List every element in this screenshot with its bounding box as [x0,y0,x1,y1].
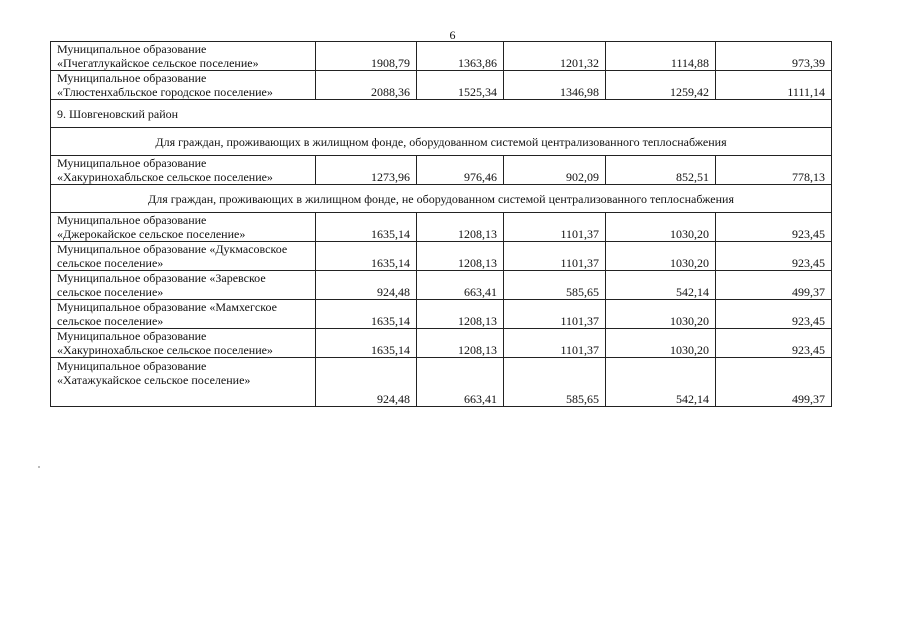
table-row [51,358,832,407]
table-row [51,156,832,185]
table-row [51,329,832,358]
tariff-value: 1635,14 [316,242,417,271]
section-heading: Для граждан, проживающих в жилищном фонде, не оборудованном системой централизованного теплоснабжения [51,185,832,213]
tariff-value: 663,41 [417,358,504,407]
tariff-value: 1635,14 [316,213,417,242]
tariff-value: 923,45 [716,300,832,329]
table-row [51,242,832,271]
tariff-value: 1101,37 [504,213,606,242]
table-row [51,42,832,71]
municipality-name: Муниципальное образование «Джерокайское сельское поселение» [51,213,316,242]
tariff-value: 1111,14 [716,71,832,100]
section-row [51,128,832,156]
tariff-value: 585,65 [504,271,606,300]
tariff-value: 1201,32 [504,42,606,71]
tariff-value: 1908,79 [316,42,417,71]
tariff-value: 499,37 [716,271,832,300]
tariff-value: 1030,20 [606,242,716,271]
tariff-value: 1208,13 [417,213,504,242]
tariff-value: 542,14 [606,358,716,407]
tariff-value: 499,37 [716,358,832,407]
tariff-value: 778,13 [716,156,832,185]
tariff-table [50,41,832,407]
section-row [51,185,832,213]
tariff-value: 1208,13 [417,300,504,329]
municipality-name: Муниципальное образование «Дукмасовское сельское поселение» [51,242,316,271]
tariff-value: 1101,37 [504,242,606,271]
page-number: 6 [449,28,456,42]
tariff-value: 924,48 [316,358,417,407]
tariff-value: 923,45 [716,213,832,242]
tariff-value: 1635,14 [316,300,417,329]
municipality-name: Муниципальное образование «Хакуринохабльское сельское поселение» [51,156,316,185]
tariff-value: 976,46 [417,156,504,185]
tariff-value: 1259,42 [606,71,716,100]
scan-speck [38,466,40,468]
tariff-value: 1208,13 [417,242,504,271]
table-row [51,71,832,100]
tariff-value: 973,39 [716,42,832,71]
tariff-value: 1208,13 [417,329,504,358]
municipality-name: Муниципальное образование «Мамхегское сельское поселение» [51,300,316,329]
tariff-value: 1114,88 [606,42,716,71]
tariff-value: 1363,86 [417,42,504,71]
tariff-value: 663,41 [417,271,504,300]
tariff-value: 1346,98 [504,71,606,100]
tariff-value: 1030,20 [606,213,716,242]
tariff-value: 1101,37 [504,300,606,329]
tariff-value: 902,09 [504,156,606,185]
tariff-value: 1273,96 [316,156,417,185]
municipality-name: Муниципальное образование «Хатажукайское сельское поселение» [51,358,316,407]
tariff-value: 924,48 [316,271,417,300]
table-row [51,213,832,242]
tariff-value: 1525,34 [417,71,504,100]
region-row [51,100,832,128]
municipality-name: Муниципальное образование «Заревское сельское поселение» [51,271,316,300]
tariff-value: 923,45 [716,242,832,271]
section-heading: Для граждан, проживающих в жилищном фонде, оборудованном системой централизованного теплоснабжения [51,128,832,156]
tariff-value: 585,65 [504,358,606,407]
tariff-value: 1635,14 [316,329,417,358]
region-heading: 9. Шовгеновский район [51,100,832,128]
tariff-value: 542,14 [606,271,716,300]
table-row [51,300,832,329]
table-row [51,271,832,300]
municipality-name: Муниципальное образование «Хакуринохабльское сельское поселение» [51,329,316,358]
municipality-name: Муниципальное образование «Пчегатлукайское сельское поселение» [51,42,316,71]
tariff-value: 1030,20 [606,329,716,358]
tariff-value: 2088,36 [316,71,417,100]
tariff-value: 923,45 [716,329,832,358]
tariff-value: 1030,20 [606,300,716,329]
tariff-value: 1101,37 [504,329,606,358]
tariff-value: 852,51 [606,156,716,185]
municipality-name: Муниципальное образование «Тлюстенхабльское городское поселение» [51,71,316,100]
